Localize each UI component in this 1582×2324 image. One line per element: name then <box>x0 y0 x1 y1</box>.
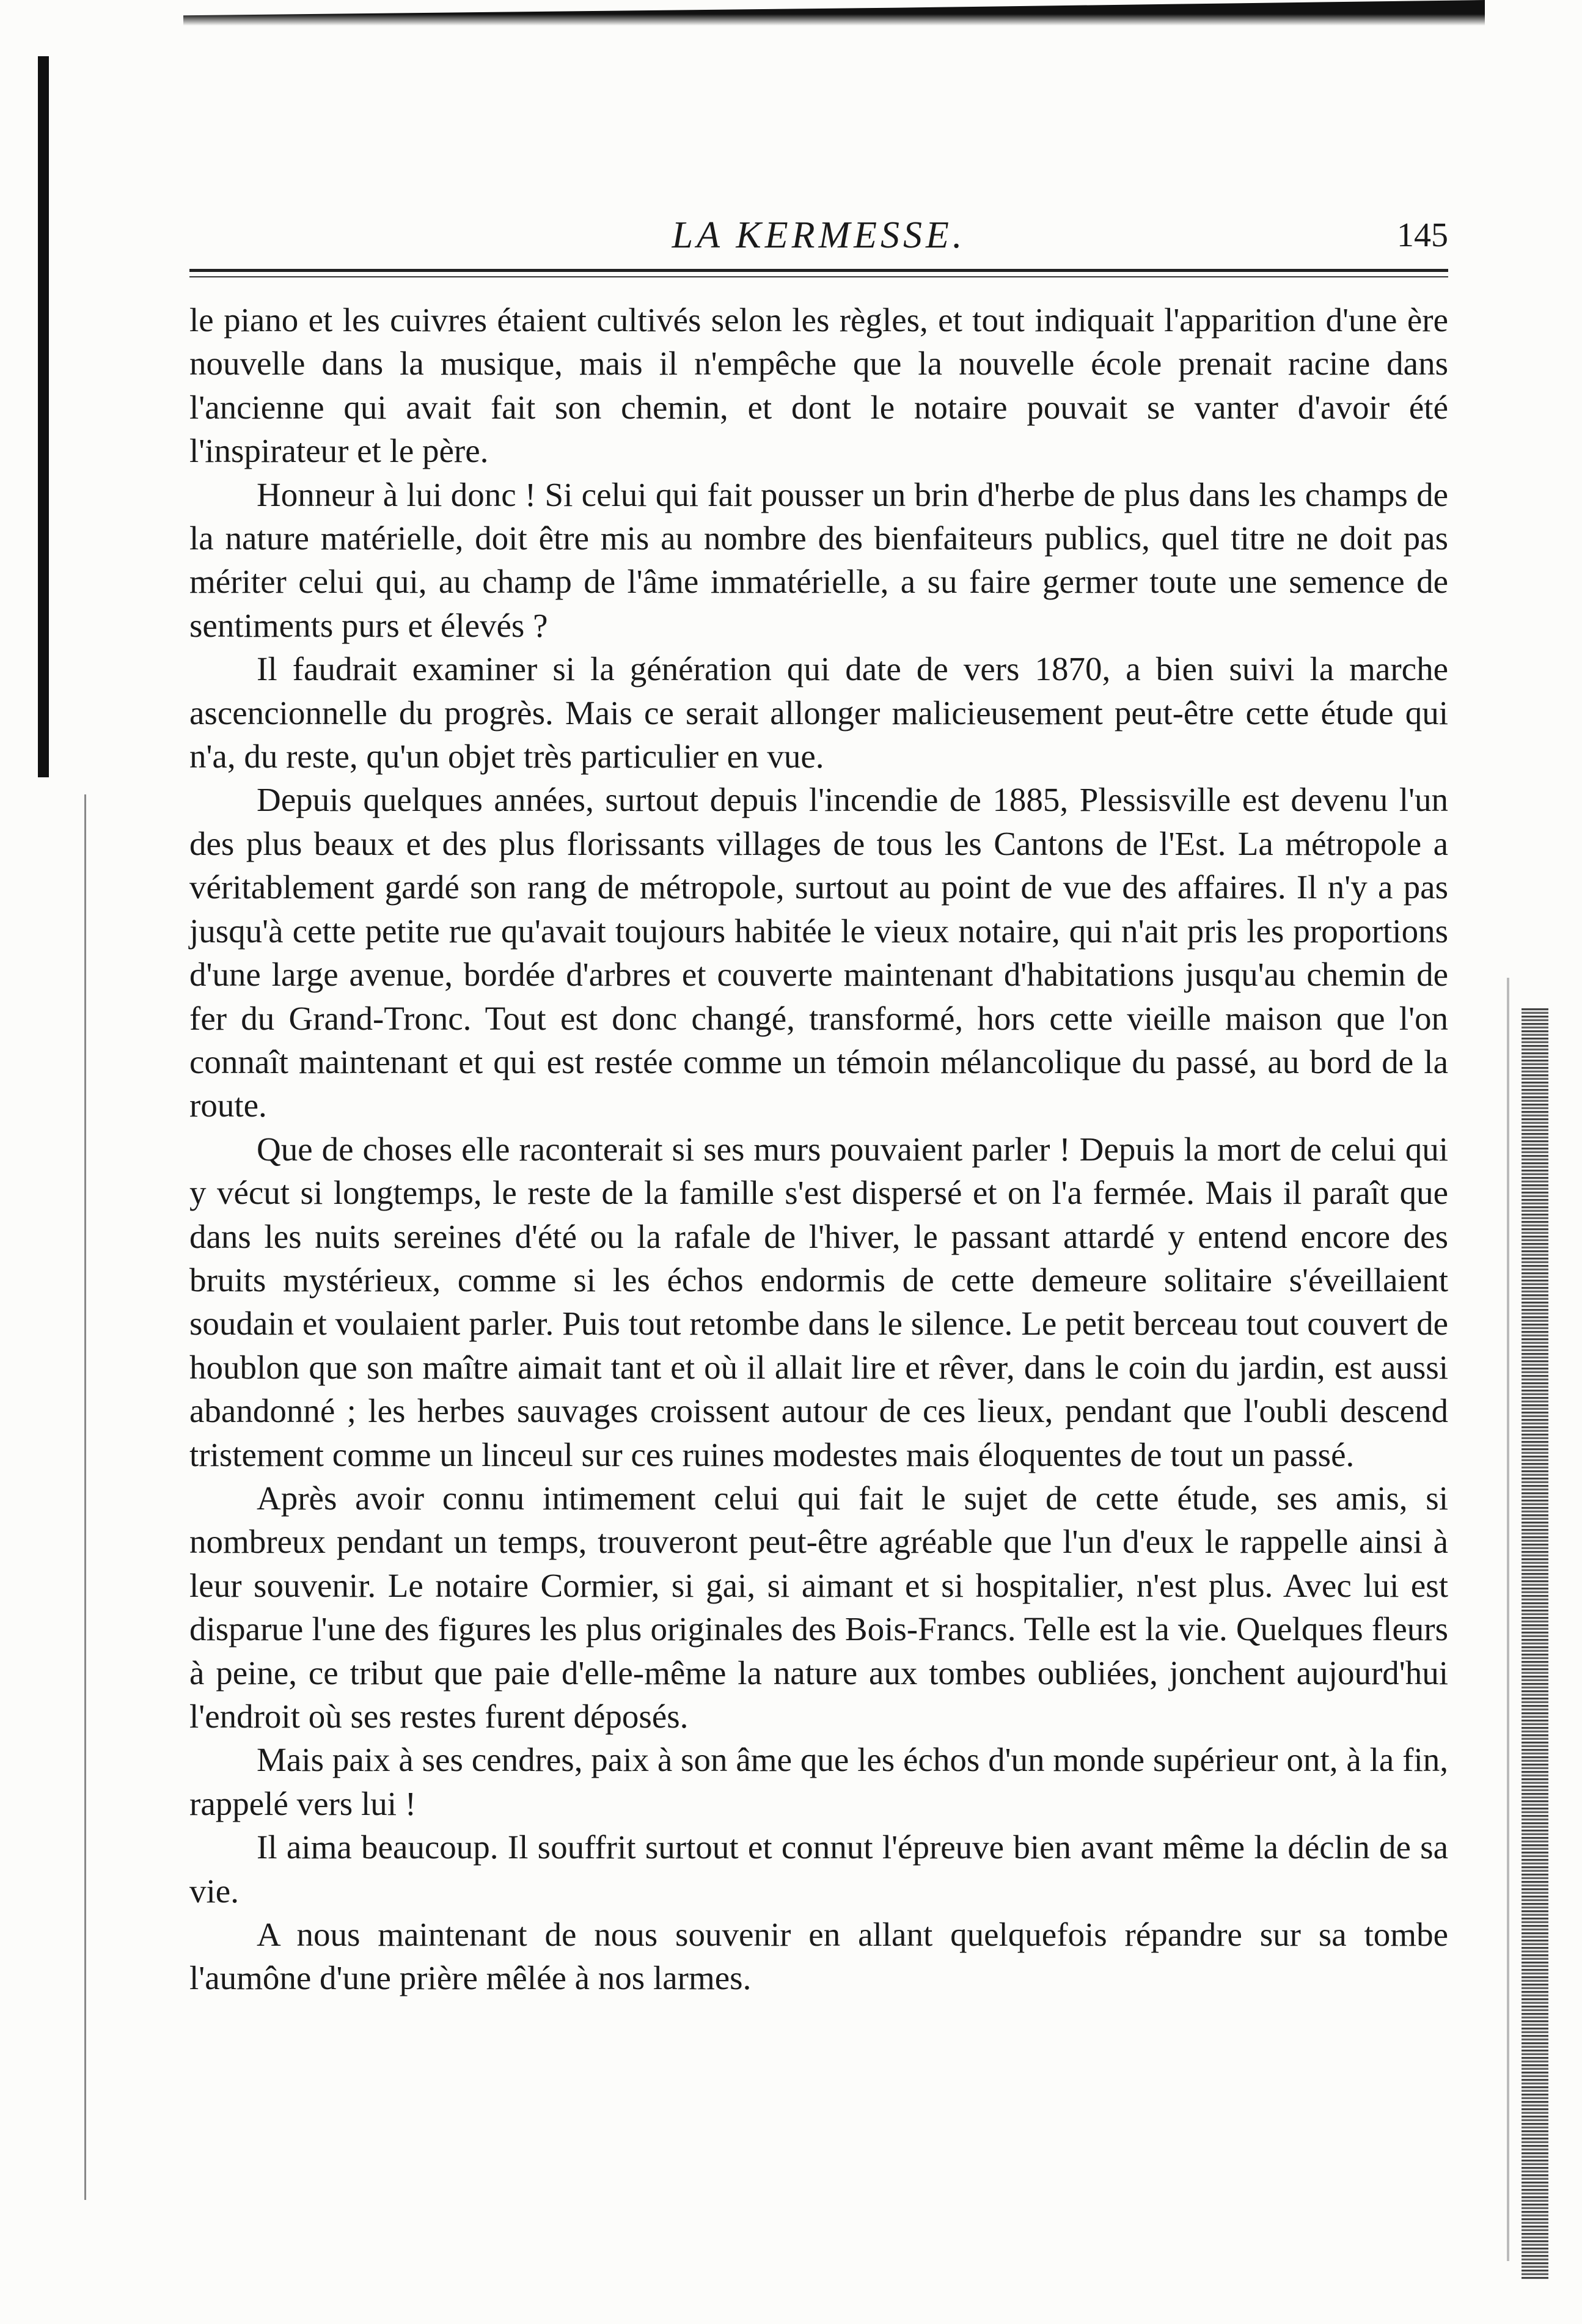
paragraph-continued: le piano et les cuivres étaient cultivés selon les règles, et tout indiquait l'apparition d'une ère nouvelle dans la musique, mais il n'empêche que la nouvelle école prenait racine dans l'ancienne qui avait fait son chemin, et dont le notaire pouvait se vanter d'avoir été l'inspirateur et le père. <box>189 301 1448 470</box>
scan-edge-artifact-left <box>38 56 49 777</box>
paragraph: Honneur à lui donc ! Si celui qui fait pousser un brin d'herbe de plus dans les champs de la nature matérielle, doit être mis au nombre des bienfaiteurs publics, quel titre ne doit pas mériter celui qui, au champ de l'âme immatérielle, a su faire germer toute une semence de sentiments purs et élevés ? <box>189 475 1448 644</box>
scan-margin-line-left <box>84 794 86 2200</box>
running-title: LA KERMESSE. <box>672 214 966 256</box>
body-text <box>189 298 1448 2000</box>
paragraph: Depuis quelques années, surtout depuis l'incendie de 1885, Plessisville est devenu l'un des plus beaux et des plus florissants villages de tous les Cantons de l'Est. La métropole a véritablement gardé son rang de métropole, surtout au point de vue des affaires. Il n'y a pas jusqu'à cette petite rue qu'avait toujours habitée le vieux notaire, qui n'ait pris les proportions d'une large avenue, bordée d'arbres et couverte maintenant d'habitations jusqu'au chemin de fer du Grand-Tronc. Tout est donc changé, transformé, hors cette vieille maison que l'on connaît maintenant et qui est restée comme un témoin mélancolique du passé, au bord de la route. <box>189 781 1448 1124</box>
running-head <box>189 208 1448 263</box>
paragraph: Il aima beaucoup. Il souffrit surtout et connut l'épreuve bien avant même la déclin de sa vie. <box>189 1828 1448 1910</box>
header-rule-thin <box>189 276 1448 277</box>
paragraph: Mais paix à ses cendres, paix à son âme que les échos d'un monde supérieur ont, à la fin, rappelé vers lui ! <box>189 1741 1448 1822</box>
paragraph: Que de choses elle raconterait si ses murs pouvaient parler ! Depuis la mort de celui qui y vécut si longtemps, le reste de la famille s'est dispersé et on l'a fermée. Mais il paraît que dans les nuits sereines d'été ou la rafale de l'hiver, le passant attardé y entend encore des bruits mystérieux, comme si les échos endormis de cette demeure solitaire s'éveillaient soudain et voulaient parler. Puis tout retombe dans le silence. Le petit berceau tout couvert de houblon que son maître aimait tant et où il allait lire et rêver, dans le coin du jardin, est aussi abandonné ; les herbes sauvages croissent autour de ces lieux, pendant que l'oubli descend tristement comme un linceul sur ces ruines modestes mais éloquentes de tout un passé. <box>189 1130 1448 1473</box>
paragraph: Après avoir connu intimement celui qui fait le sujet de cette étude, ses amis, si nombreux pendant un temps, trouveront peut-être agréable que l'un d'eux le rappelle ainsi à leur souvenir. Le notaire Cormier, si gai, si aimant et si hospitalier, n'est plus. Avec lui est disparue l'une des figures les plus originales des Bois-Francs. Telle est la vie. Quelques fleurs à peine, ce tribut que paie d'elle-même la nature aux tombes oubliées, jonchent aujourd'hui l'endroit où ses restes furent déposés. <box>189 1479 1448 1735</box>
paragraph: Il faudrait examiner si la génération qui date de vers 1870, a bien suivi la marche ascencionnelle du progrès. Mais ce serait allonger malicieusement peut-être cette étude qui n'a, du reste, qu'un objet très particulier en vue. <box>189 650 1448 775</box>
page-number: 145 <box>1397 216 1448 254</box>
paragraph: A nous maintenant de nous souvenir en allant quelquefois répandre sur sa tombe l'aumône d'une prière mêlée à nos larmes. <box>189 1916 1448 1997</box>
scan-margin-line-right <box>1507 978 1509 2261</box>
scan-edge-artifact-top <box>183 0 1485 26</box>
scan-edge-artifact-right <box>1522 1008 1548 2279</box>
header-rule-thick <box>189 269 1448 272</box>
